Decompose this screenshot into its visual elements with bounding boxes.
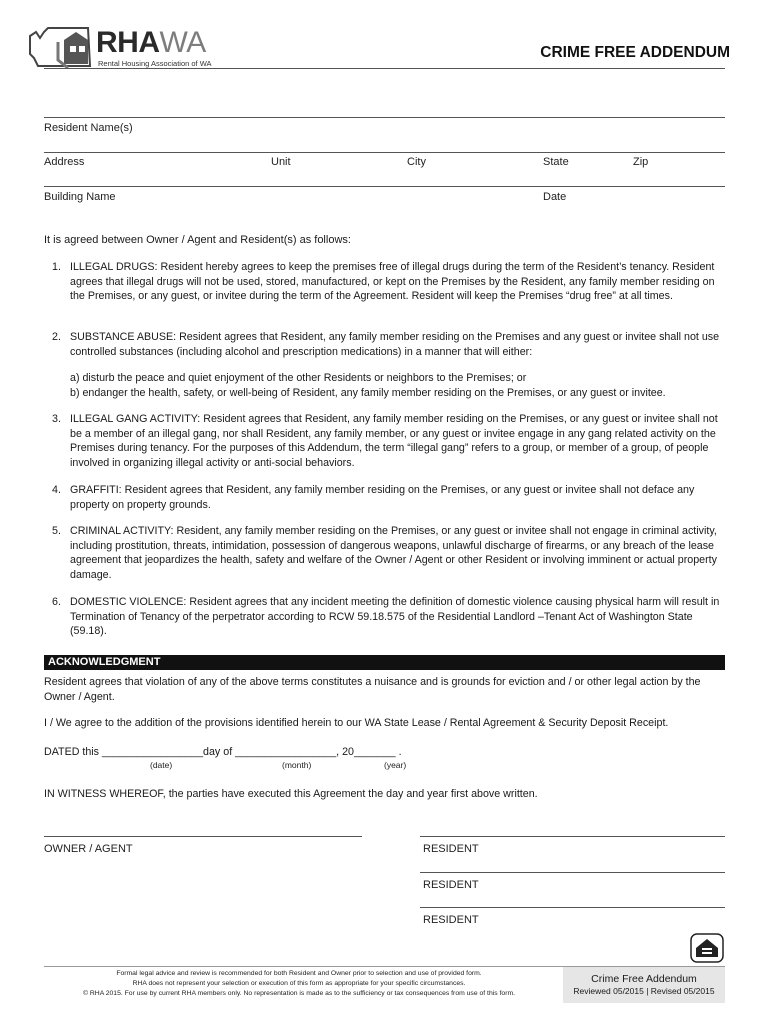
resident-names-label: Resident Name(s) [44, 122, 133, 134]
resident-label: RESIDENT [423, 843, 479, 855]
city-label: City [407, 156, 426, 168]
building-name-label: Building Name [44, 191, 116, 203]
zip-label: Zip [633, 156, 649, 168]
term-text: SUBSTANCE ABUSE: Resident agrees that Resident, any family member residing on the Premises and any guest or invitee shall not use controlled substances (including alcohol and prescription medications) in a manner that will either: [70, 331, 720, 358]
sub-item-b: b) endanger the health, safety, or well-being of Resident, any family member residing on the Premises, or any guest or invitee. [70, 387, 666, 399]
acknowledgment-bar [44, 655, 725, 670]
logo-subtitle: Rental Housing Association of WA [98, 59, 212, 68]
resident-label: RESIDENT [423, 879, 479, 891]
dated-line[interactable]: DATED this _________________day of _________________, 20_______ . [44, 746, 402, 758]
logo-rha: RHA [96, 26, 160, 59]
term-number: 5. [52, 525, 61, 537]
term-text: CRIMINAL ACTIVITY: Resident, any family member residing on the Premises, or any guest or invitee shall not engage in criminal activity, including prostitution, threats, intimidation, possession of dangerous weapons, unlawful discharge of firearms, or any breach of the lease agreement that jeopardizes the health, safety and welfare of the Owner / Agent or other Resident or involving imminent or actual property damage. [70, 525, 717, 581]
agreement-paragraph: I / We agree to the addition of the provisions identified herein to our WA State Lease / Rental Agreement & Security Deposit Receipt. [44, 717, 669, 729]
term-text: ILLEGAL GANG ACTIVITY: Resident agrees that Resident, any family member residing on the Premises, or any guest or invitee shall not be a member of an illegal gang, nor shall Resident, any family member, or any guest or invitee engage in any gang related activity on the Premises during tenancy. For the purposes of this Addendum, the term “illegal gang” refers to a group, or member of a group, of people involved in organizing illegal activity or anti-social behaviors. [70, 413, 718, 469]
resident-signature-line[interactable] [420, 836, 725, 837]
state-label: State [543, 156, 569, 168]
term-text: ILLEGAL DRUGS: Resident hereby agrees to keep the premises free of illegal drugs during the term of the Resident’s tenancy. Resident agrees that illegal drugs will not be used, stored, manufactured, or kept on the Premises by the Resident, any family member residing on the Premises, or any guest, or invitee during the term of the Agreement. Resident will keep the Premises “drug free” at all times. [70, 261, 715, 302]
acknowledgment-paragraph: Resident agrees that violation of any of the above terms constitutes a nuisance and is grounds for eviction and / or other legal action by the Owner / Agent. [44, 676, 701, 703]
form-id-box [563, 967, 725, 1003]
disclaimer-line: RHA does not represent your selection or execution of this form as appropriate for your specific circumstances. [132, 980, 466, 987]
term-text: GRAFFITI: Resident agrees that Resident, any family member residing on the Premises, or any guest or invitee shall not deface any property on property grounds. [70, 484, 695, 511]
month-hint: (month) [282, 760, 312, 770]
page-title: CRIME FREE ADDENDUM [540, 44, 730, 61]
acknowledgment-heading: ACKNOWLEDGMENT [48, 656, 161, 668]
logo-wordmark [96, 28, 206, 58]
address-line[interactable] [44, 152, 725, 153]
owner-agent-label: OWNER / AGENT [44, 843, 133, 855]
owner-signature-line[interactable] [44, 836, 362, 837]
disclaimer-line: Formal legal advice and review is recommended for both Resident and Owner prior to selection and use of provided form. [116, 970, 482, 977]
term-number: 2. [52, 331, 61, 343]
intro-text: It is agreed between Owner / Agent and Resident(s) as follows: [44, 234, 351, 246]
header-rule [44, 68, 725, 69]
washington-state-logo-icon [28, 24, 94, 70]
address-label: Address [44, 156, 85, 168]
logo-wa: WA [159, 26, 206, 59]
building-line[interactable] [44, 186, 725, 187]
term-number: 4. [52, 484, 61, 496]
term-text: DOMESTIC VIOLENCE: Resident agrees that any incident meeting the definition of domestic violence causing physical harm will result in Termination of Tenancy of the perpetrator according to RCW 59.18.575 of the Residential Landlord –Tenant Act of Washington State (59.18). [70, 596, 720, 637]
term-item [52, 412, 722, 470]
form-revision: Reviewed 05/2015 | Revised 05/2015 [573, 986, 715, 996]
date-hint: (date) [150, 760, 173, 770]
sub-item-a: a) disturb the peace and quiet enjoyment of the other Residents or neighbors to the Premises; or [70, 372, 527, 384]
resident-names-line[interactable] [44, 117, 725, 118]
year-hint: (year) [384, 760, 407, 770]
form-name: Crime Free Addendum [591, 973, 697, 985]
equal-housing-icon [690, 933, 724, 963]
term-item [52, 524, 722, 582]
term-item [52, 595, 722, 639]
footer-disclaimer [44, 969, 554, 999]
disclaimer-line: © RHA 2015. For use by current RHA members only. No representation is made as to the sufficiency or tax consequences from use of this form. [82, 990, 516, 997]
term-item [52, 330, 722, 359]
term-number: 6. [52, 596, 61, 608]
resident-signature-line[interactable] [420, 907, 725, 908]
witness-statement: IN WITNESS WHEREOF, the parties have executed this Agreement the day and year first above written. [44, 788, 538, 800]
term-number: 3. [52, 413, 61, 425]
resident-label: RESIDENT [423, 914, 479, 926]
term-item [52, 483, 722, 512]
resident-signature-line[interactable] [420, 872, 725, 873]
unit-label: Unit [271, 156, 291, 168]
term-number: 1. [52, 261, 61, 273]
term-item [52, 260, 722, 304]
date-label: Date [543, 191, 567, 203]
